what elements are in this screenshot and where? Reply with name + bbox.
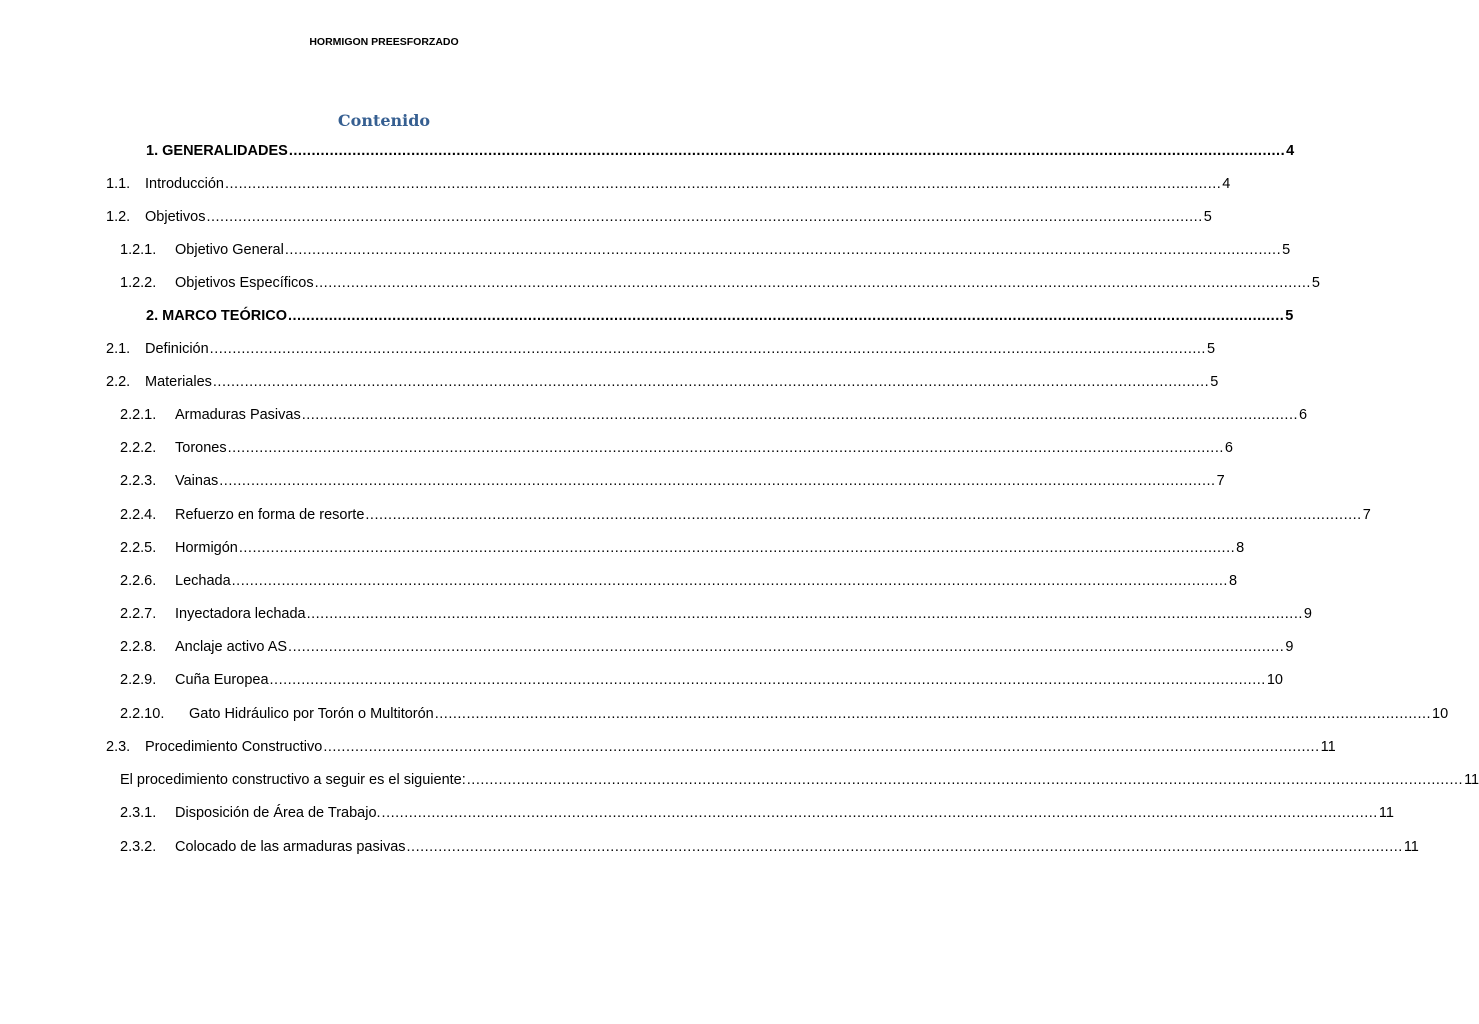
toc-entry-page: 11 bbox=[1320, 739, 1336, 755]
toc-entry-label: Introducción bbox=[145, 176, 224, 192]
toc-leader-dots: ............................................................................................................................................................................................................................ bbox=[238, 540, 1236, 556]
toc-entry-label: Objetivos bbox=[145, 209, 206, 225]
toc-entry[interactable] bbox=[120, 772, 1479, 792]
toc-entry-page: 7 bbox=[1216, 473, 1225, 489]
toc-leader-dots: ............................................................................................................................................................................................................................ bbox=[225, 176, 1222, 192]
toc-entry-number: 2.2.10. bbox=[120, 706, 165, 722]
toc-entry[interactable] bbox=[120, 507, 1371, 527]
toc-entry-page: 5 bbox=[1285, 308, 1294, 324]
toc-entry[interactable] bbox=[120, 440, 1233, 460]
toc-entry[interactable] bbox=[120, 839, 1419, 859]
toc-entry-page: 9 bbox=[1303, 606, 1312, 622]
toc-entry-page: 8 bbox=[1236, 540, 1245, 556]
toc-leader-dots: ............................................................................................................................................................................................................................ bbox=[406, 839, 1403, 855]
toc-leader-dots: ............................................................................................................................................................................................................................ bbox=[301, 407, 1299, 423]
toc-entry-number: 2.3.1. bbox=[120, 805, 157, 821]
toc-entry[interactable] bbox=[120, 473, 1225, 493]
toc-entry[interactable] bbox=[106, 374, 1219, 394]
toc-entry-label: Inyectadora lechada bbox=[175, 606, 306, 622]
toc-entry-label: Refuerzo en forma de resorte bbox=[175, 507, 365, 523]
toc-entry[interactable] bbox=[120, 242, 1291, 262]
toc-entry-label: Vainas bbox=[175, 473, 219, 489]
toc-entry-number: 2.2.7. bbox=[120, 606, 157, 622]
toc-entry-label: Definición bbox=[145, 341, 209, 357]
toc-entry-label: 1. GENERALIDADES bbox=[146, 143, 288, 159]
toc-leader-dots: ............................................................................................................................................................................................................................ bbox=[288, 143, 1286, 159]
toc-entry-label: Anclaje activo AS bbox=[175, 639, 288, 655]
toc-entry-label: Materiales bbox=[145, 374, 212, 390]
toc-entry-label: El procedimiento constructivo a seguir es el siguiente: bbox=[120, 772, 466, 788]
toc-leader-dots: ............................................................................................................................................................................................................................ bbox=[314, 275, 1311, 291]
toc-entry[interactable] bbox=[120, 805, 1394, 825]
toc-entry-label: Objetivo General bbox=[175, 242, 284, 258]
toc-entry-number: 1.2.1. bbox=[120, 242, 157, 258]
toc-entry-number: 1.1. bbox=[106, 176, 131, 192]
toc-leader-dots: ............................................................................................................................................................................................................................ bbox=[209, 341, 1206, 357]
toc-entry-page: 10 bbox=[1432, 706, 1449, 722]
toc-entry-page: 6 bbox=[1299, 407, 1308, 423]
toc-entry-number: 1.2.2. bbox=[120, 275, 157, 291]
toc-entry-label: Lechada bbox=[175, 573, 231, 589]
toc-entry-page: 11 bbox=[1378, 805, 1394, 821]
toc-entry-page: 5 bbox=[1206, 341, 1216, 357]
toc-entry-page: 7 bbox=[1362, 507, 1371, 523]
toc-entry-number: 2.3.2. bbox=[120, 839, 157, 855]
toc-leader-dots: ............................................................................................................................................................................................................................ bbox=[212, 374, 1210, 390]
toc-entry-label: Torones bbox=[175, 440, 227, 456]
toc-title: Contenido bbox=[337, 111, 431, 130]
toc-entry-label: Armaduras Pasivas bbox=[175, 407, 301, 423]
toc-entry-page: 11 bbox=[1464, 772, 1479, 788]
toc-entry[interactable] bbox=[120, 540, 1245, 560]
toc-entry-label: Disposición de Área de Trabajo. bbox=[175, 805, 381, 821]
toc-entry-number: 2.2.8. bbox=[120, 639, 157, 655]
toc-entry-number: 2.1. bbox=[106, 341, 131, 357]
toc-entry-number: 2.2.4. bbox=[120, 507, 157, 523]
toc-entry-label: Hormigón bbox=[175, 540, 238, 556]
toc-entry[interactable] bbox=[120, 573, 1238, 593]
toc-entry[interactable] bbox=[146, 143, 1295, 163]
toc-entry-number: 1.2. bbox=[106, 209, 131, 225]
toc-entry[interactable] bbox=[120, 672, 1283, 692]
toc-leader-dots: ............................................................................................................................................................................................................................ bbox=[323, 739, 1320, 755]
toc-leader-dots: ............................................................................................................................................................................................................................ bbox=[219, 473, 1216, 489]
toc-entry-page: 9 bbox=[1285, 639, 1294, 655]
toc-entry-page: 5 bbox=[1311, 275, 1320, 291]
toc-entry-number: 2.2.3. bbox=[120, 473, 157, 489]
toc-entry-page: 5 bbox=[1203, 209, 1212, 225]
toc-entry[interactable] bbox=[120, 606, 1312, 626]
toc-leader-dots: ............................................................................................................................................................................................................................ bbox=[466, 772, 1464, 788]
toc-entry-label: Colocado de las armaduras pasivas bbox=[175, 839, 406, 855]
toc-entry-label: Objetivos Específicos bbox=[175, 275, 314, 291]
toc-leader-dots: ............................................................................................................................................................................................................................ bbox=[206, 209, 1203, 225]
toc-entry-label: Gato Hidráulico por Torón o Multitorón bbox=[189, 706, 434, 722]
toc-entry-label: 2. MARCO TEÓRICO bbox=[146, 308, 287, 324]
toc-entry-page: 5 bbox=[1210, 374, 1219, 390]
toc-entry[interactable] bbox=[120, 706, 1449, 726]
toc-entry-page: 11 bbox=[1403, 839, 1419, 855]
toc-leader-dots: ............................................................................................................................................................................................................................ bbox=[288, 639, 1285, 655]
toc-entry-number: 2.2. bbox=[106, 374, 131, 390]
toc-entry-label: Cuña Europea bbox=[175, 672, 269, 688]
toc-leader-dots: ............................................................................................................................................................................................................................ bbox=[284, 242, 1282, 258]
toc-entry-page: 6 bbox=[1224, 440, 1233, 456]
toc-entry-number: 2.3. bbox=[106, 739, 131, 755]
page-header: HORMIGON PREESFORZADO bbox=[309, 36, 459, 48]
toc-entry[interactable] bbox=[120, 639, 1294, 659]
toc-leader-dots: ............................................................................................................................................................................................................................ bbox=[227, 440, 1224, 456]
toc-entry-page: 4 bbox=[1222, 176, 1231, 192]
toc-leader-dots: ............................................................................................................................................................................................................................ bbox=[434, 706, 1432, 722]
toc-leader-dots: ............................................................................................................................................................................................................................ bbox=[365, 507, 1362, 523]
toc-leader-dots: ............................................................................................................................................................................................................................ bbox=[287, 308, 1285, 324]
toc-entry[interactable] bbox=[106, 209, 1212, 229]
toc-leader-dots: ............................................................................................................................................................................................................................ bbox=[231, 573, 1228, 589]
toc-entry[interactable] bbox=[120, 407, 1308, 427]
toc-entry[interactable] bbox=[106, 176, 1231, 196]
toc-entry[interactable] bbox=[106, 739, 1336, 759]
toc-leader-dots: ............................................................................................................................................................................................................................ bbox=[306, 606, 1303, 622]
toc-entry-page: 8 bbox=[1228, 573, 1238, 589]
toc-entry-page: 4 bbox=[1286, 143, 1295, 159]
toc-entry-number: 2.2.6. bbox=[120, 573, 157, 589]
toc-leader-dots: ............................................................................................................................................................................................................................ bbox=[381, 805, 1378, 821]
toc-entry-number: 2.2.9. bbox=[120, 672, 157, 688]
toc-entry-number: 2.2.1. bbox=[120, 407, 157, 423]
toc-entry[interactable] bbox=[146, 308, 1294, 328]
toc-entry-page: 10 bbox=[1266, 672, 1283, 688]
toc-entry[interactable] bbox=[106, 341, 1216, 361]
toc-leader-dots: ............................................................................................................................................................................................................................ bbox=[269, 672, 1266, 688]
toc-entry-number: 2.2.5. bbox=[120, 540, 157, 556]
toc-entry-number: 2.2.2. bbox=[120, 440, 157, 456]
toc-entry-label: Procedimiento Constructivo bbox=[145, 739, 323, 755]
toc-entry-page: 5 bbox=[1282, 242, 1291, 258]
toc-entry[interactable] bbox=[120, 275, 1320, 295]
